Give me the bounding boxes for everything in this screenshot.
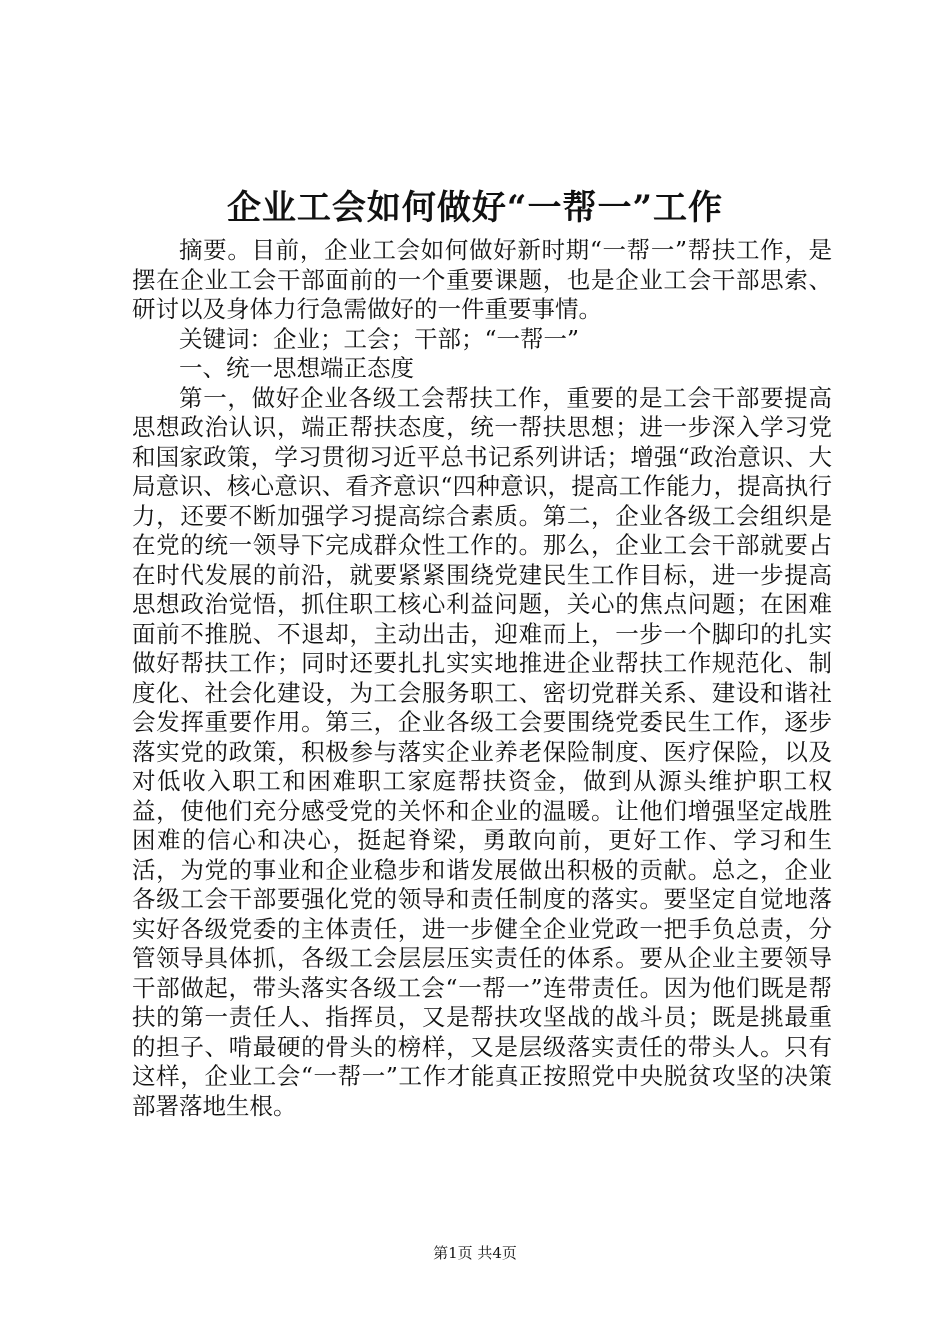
page-footer: 第1页 共4页	[433, 1244, 517, 1262]
document-title: 企业工会如何做好“一帮一”工作	[226, 188, 724, 228]
main-paragraph: 第一，做好企业各级工会帮扶工作，重要的是工会干部要提高思想政治认识，端正帮扶态度，统一帮扶思想；进一步深入学习党和国家政策，学习贯彻习近平总书记系列讲话；增强“政治意识、大局意识、核心意识、看齐意识“四种意识，提高工作能力，提高执行力，还要不断加强学习提高综合素质。第二，企业各级工会组织是在党的统一领导下完成群众性工作的。那么，企业工会干部就要占在时代发展的前沿，就要紧紧围绕党建民生工作目标，进一步提高思想政治觉悟，抓住职工核心利益问题，关心的焦点问题；在困难面前不推脱、不退却，主动出击，迎难而上，一步一个脚印的扎实做好帮扶工作；同时还要扎扎实实地推进企业帮扶工作规范化、制度化、社会化建设，为工会服务职工、密切党群关系、建设和谐社会发挥重要作用。第三，企业各级工会要围绕党委民生工作，逐步落实党的政策，积极参与落实企业养老保险制度、医疗保险，以及对低收入职工和困难职工家庭帮扶资金，做到从源头维护职工权益，使他们充分感受党的关怀和企业的温暖。让他们增强坚定战胜困难的信心和决心，挺起脊梁，勇敢向前，更好工作、学习和生活，为党的事业和企业稳步和谐发展做出积极的贡献。总之，企业各级工会干部要强化党的领导和责任制度的落实。要坚定自觉地落实好各级党委的主体责任，进一步健全企业党政一把手负总责，分管领导具体抓，各级工会层层压实责任的体系。要从企业主要领导干部做起，带头落实各级工会“一帮一”连带责任。因为他们既是帮扶的第一责任人、指挥员，又是帮扶攻坚战的战斗员；既是挑最重的担子、啃最硬的骨头的榜样，又是层级落实责任的带头人。只有这样，企业工会“一帮一”工作才能真正按照党中央脱贫攻坚的决策部署落地生根。	[132, 383, 832, 1120]
abstract-paragraph: 摘要。目前，企业工会如何做好新时期“一帮一”帮扶工作，是摆在企业工会干部面前的一个重要课题，也是企业工会干部思索、研讨以及身体力行急需做好的一件重要事情。	[132, 236, 832, 323]
keywords-paragraph: 关键词：企业；工会；干部；“一帮一”	[179, 324, 580, 353]
document-body	[132, 236, 832, 1121]
section-heading: 一、统一思想端正态度	[179, 354, 414, 382]
